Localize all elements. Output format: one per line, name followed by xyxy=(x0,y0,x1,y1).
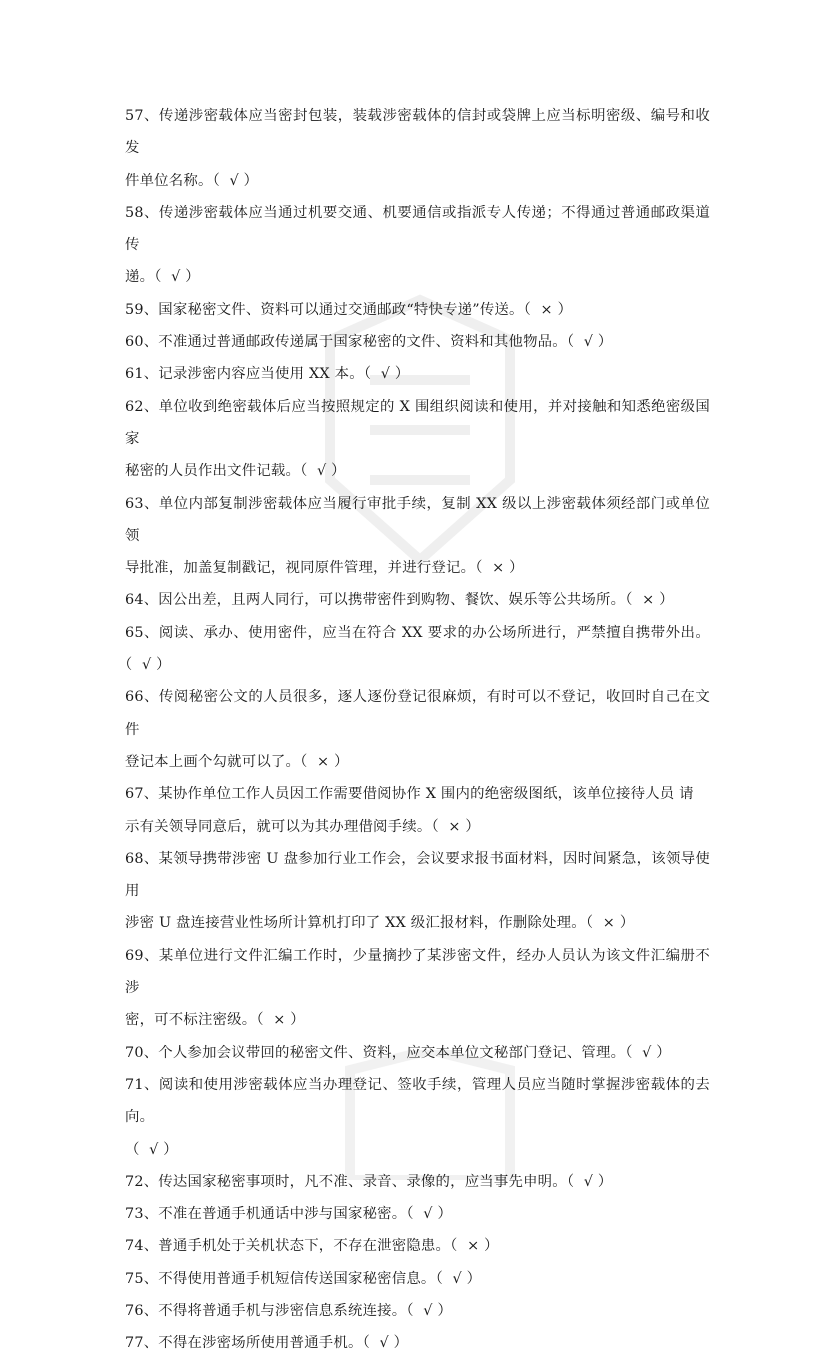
question-line: 76、不得将普通手机与涉密信息系统连接。（ √ ） xyxy=(125,1302,453,1319)
question-line: 58、传递涉密载体应当通过机要交通、机要通信或指派专人传递；不得通过普通邮政渠道传 xyxy=(125,204,710,254)
question-line: 登记本上画个勾就可以了。（ × ） xyxy=(125,753,349,770)
question-item xyxy=(125,1295,710,1327)
question-line: 秘密的人员作出文件记载。（ √ ） xyxy=(125,463,346,480)
question-line: 72、传达国家秘密事项时，凡不准、录音、录像的，应当事先申明。（ √ ） xyxy=(125,1173,613,1190)
question-item xyxy=(125,100,710,197)
question-item xyxy=(125,1263,710,1295)
question-line: 涉密 U 盘连接营业性场所计算机打印了 XX 级汇报材料，作删除处理。（ × ） xyxy=(125,915,635,932)
question-line: 71、阅读和使用涉密载体应当办理登记、签收手续，管理人员应当随时掌握涉密载体的去向。 xyxy=(125,1076,710,1126)
question-line: 递。（ √ ） xyxy=(125,269,200,286)
question-line: 件单位名称。（ √ ） xyxy=(125,172,259,189)
question-line: 65、阅读、承办、使用密件，应当在符合 XX 要求的办公场所进行，严禁擅自携带外出。（ √ ） xyxy=(125,624,710,674)
question-line: 70、个人参加会议带回的秘密文件、资料，应交本单位文秘部门登记、管理。（ √ ） xyxy=(125,1044,671,1061)
question-line: 77、不得在涉密场所使用普通手机。（ √ ） xyxy=(125,1335,409,1352)
answer-mark: （ √ ） xyxy=(212,172,259,189)
question-item xyxy=(125,488,710,585)
answer-mark: （ × ） xyxy=(585,915,635,932)
question-line: 59、国家秘密文件、资料可以通过交通邮政“特快专递”传送。（ × ） xyxy=(125,301,573,318)
question-item xyxy=(125,1166,710,1198)
answer-mark: （ × ） xyxy=(625,592,674,609)
question-line: 69、某单位进行文件汇编工作时，少量摘抄了某涉密文件，经办人员认为该文件汇编册不涉 xyxy=(125,947,710,997)
question-line: 73、不准在普通手机通话中涉与国家秘密。（ √ ） xyxy=(125,1206,453,1223)
question-line: 导批准，加盖复制戳记，视同原件管理，并进行登记。（ × ） xyxy=(125,560,524,577)
answer-mark: （ √ ） xyxy=(362,1335,409,1352)
question-line: 密，可不标注密级。（ × ） xyxy=(125,1012,305,1029)
question-item xyxy=(125,940,710,1037)
question-item xyxy=(125,391,710,488)
answer-mark: （ × ） xyxy=(300,753,349,770)
question-item xyxy=(125,326,710,358)
answer-mark: （ √ ） xyxy=(125,1141,178,1158)
question-item xyxy=(125,1037,710,1069)
question-item xyxy=(125,1069,710,1166)
answer-mark: （ √ ） xyxy=(125,657,171,674)
answer-mark: （ × ） xyxy=(450,1238,499,1255)
answer-mark: （ √ ） xyxy=(406,1302,453,1319)
answer-mark: （ √ ） xyxy=(625,1044,671,1061)
question-line: 75、不得使用普通手机短信传送国家秘密信息。（ √ ） xyxy=(125,1270,482,1287)
question-line: 64、因公出差，且两人同行，可以携带密件到购物、餐饮、娱乐等公共场所。（ × ） xyxy=(125,592,674,609)
answer-mark: （ √ ） xyxy=(154,269,200,286)
question-line: 60、不准通过普通邮政传递属于国家秘密的文件、资料和其他物品。（ √ ） xyxy=(125,334,613,351)
question-line: 示有关领导同意后，就可以为其办理借阅手续。（ × ） xyxy=(125,818,480,835)
question-item xyxy=(125,358,710,390)
question-list xyxy=(125,100,710,1360)
question-item xyxy=(125,843,710,940)
answer-mark: （ √ ） xyxy=(435,1270,482,1287)
question-item xyxy=(125,197,710,294)
answer-mark: （ × ） xyxy=(475,560,524,577)
answer-mark: （ × ） xyxy=(256,1012,305,1029)
question-line: 67、某协作单位工作人员因工作需要借阅协作 X 围内的绝密级图纸，该单位接待人员 请 xyxy=(125,786,694,803)
question-line: 61、记录涉密内容应当使用 XX 本。（ √ ） xyxy=(125,366,410,383)
answer-mark: （ × ） xyxy=(431,818,480,835)
question-item xyxy=(125,1198,710,1230)
question-line: 63、单位内部复制涉密载体应当履行审批手续，复制 XX 级以上涉密载体须经部门或单位领 xyxy=(125,495,710,544)
question-line: 66、传阅秘密公文的人员很多，逐人逐份登记很麻烦，有时可以不登记，收回时自己在文件 xyxy=(125,689,710,738)
answer-mark: （ √ ） xyxy=(566,334,613,351)
question-item xyxy=(125,584,710,616)
answer-mark: （ √ ） xyxy=(300,463,346,480)
answer-mark: （ × ） xyxy=(523,301,573,318)
question-item xyxy=(125,294,710,326)
question-line: 74、普通手机处于关机状态下，不存在泄密隐患。（ × ） xyxy=(125,1238,499,1255)
question-line xyxy=(125,1134,710,1166)
answer-mark: （ √ ） xyxy=(406,1206,453,1223)
answer-mark: （ √ ） xyxy=(566,1173,613,1190)
question-item xyxy=(125,681,710,778)
question-line: 57、传递涉密载体应当密封包装，装载涉密载体的信封或袋牌上应当标明密级、编号和收发 xyxy=(125,108,710,157)
answer-mark: （ √ ） xyxy=(363,366,410,383)
question-item xyxy=(125,617,710,682)
question-item xyxy=(125,1230,710,1262)
question-line: 68、某领导携带涉密 U 盘参加行业工作会，会议要求报书面材料，因时间紧急，该领导使用 xyxy=(125,850,710,900)
question-item xyxy=(125,778,710,843)
question-item xyxy=(125,1327,710,1359)
question-line: 62、单位收到绝密载体后应当按照规定的 X 围组织阅读和使用，并对接触和知悉绝密级国家 xyxy=(125,398,710,447)
